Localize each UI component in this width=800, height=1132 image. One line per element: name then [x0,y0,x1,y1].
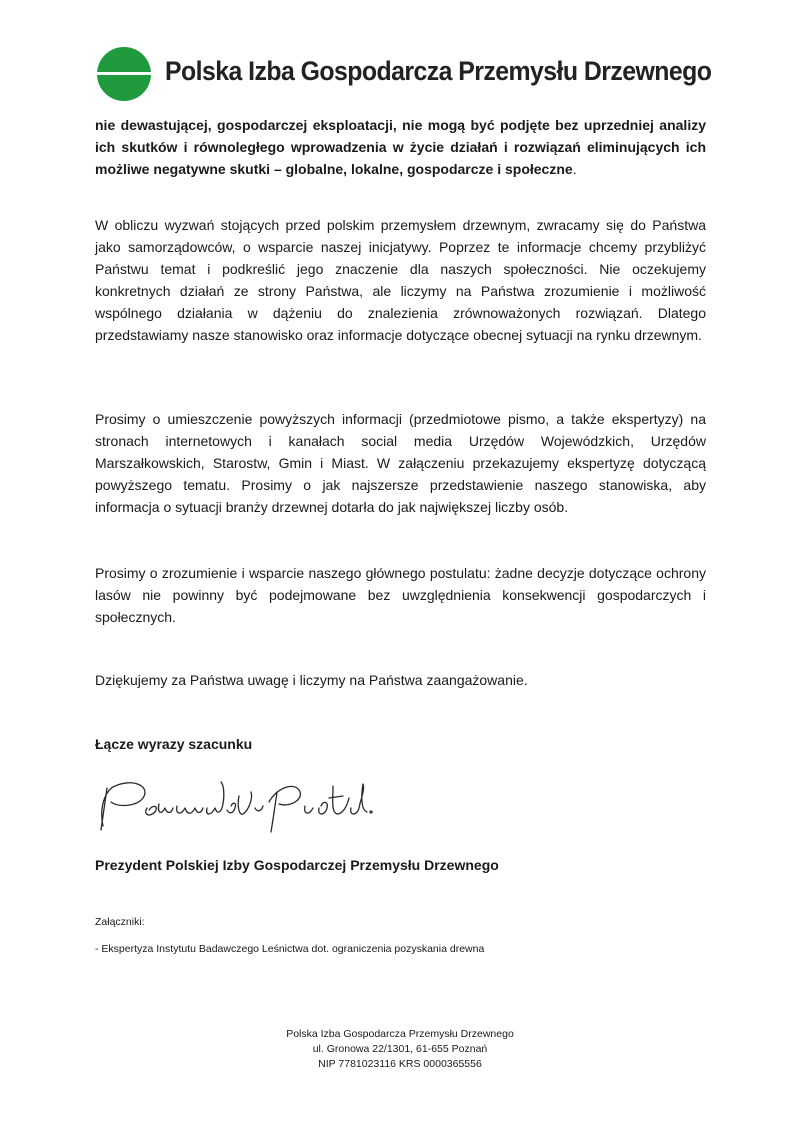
organization-logo [95,46,153,102]
paragraph-3 [95,562,706,628]
letterhead [95,44,735,104]
intro-tail: . [572,161,577,177]
footer-registration: NIP 7781023116 KRS 0000365556 [318,1058,482,1070]
footer-address: ul. Gronowa 22/1301, 61-655 Poznań [312,1043,488,1055]
attachment-item: - Ekspertyza Instytutu Badawczego Leśnictwa dot. ograniczenia pozyskania drewna [95,943,485,955]
organization-name: Polska Izba Gospodarcza Przemysłu Drzewnego [165,56,712,86]
signatory-title: Prezydent Polskiej Izby Gospodarczej Przemysłu Drzewnego [95,857,499,873]
paragraph-2 [95,408,706,518]
footer [0,1027,800,1072]
attachments-label: Załączniki: [95,916,145,928]
paragraph-text: Prosimy o zrozumienie i wsparcie naszego głównego postulatu: żadne decyzje dotyczące ochrony lasów nie powinny być podejmowane bez uwzględnienia konsekwencji gospodarczych i społecznych. [95,565,706,625]
intro-paragraph [95,114,706,180]
closing-line [95,733,706,755]
intro-bold-text: nie dewastującej, gospodarczej eksploatacji, nie mogą być podjęte bez uprzedniej analizy ich skutków i równoległego wprowadzenia w życie działań i rozwiązań eliminujących ich możliwe negatywne skutki – globalne, lokalne, gospodarcze i społeczne [95,117,706,177]
paragraph-text: Dziękujemy za Państwa uwagę i liczymy na Państwa zaangażowanie. [95,672,528,688]
footer-organization: Polska Izba Gospodarcza Przemysłu Drzewnego [286,1028,514,1040]
closing-text: Łącze wyrazy szacunku [95,736,253,752]
paragraph-1 [95,214,706,346]
paragraph-text: W obliczu wyzwań stojących przed polskim przemysłem drzewnym, zwracamy się do Państwa jako samorządowców, o wsparcie naszej inicjatywy. Poprzez te informacje chcemy przybliżyć Państwu temat i podkreślić jego znaczenie dla naszych społeczności. Nie oczekujemy konkretnych działań ze strony Państwa, ale liczymy na Państwa zrozumienie i możliwość wspólnego działania w dążeniu do znalezienia zrównoważonych rozwiązań. Dlatego przedstawiamy nasze stanowisko oraz informacje dotyczące obecnej sytuacji na rynku drzewnym. [95,217,706,343]
signatory-line [95,854,706,876]
paragraph-text: Prosimy o umieszczenie powyższych informacji (przedmiotowe pismo, a także ekspertyzy) na stronach internetowych i kanałach social media Urzędów Wojewódzkich, Urzędów Marszałkowskich, Starostw, Gmin i Miast. W załączeniu przekazujemy ekspertyzę dotyczącą powyższego tematu. Prosimy o jak najszersze przedstawienie naszego stanowiska, aby informacja o sytuacji branży drzewnej dotarła do jak największej liczby osób. [95,411,706,515]
handwritten-signature [93,768,383,840]
paragraph-4 [95,669,706,691]
